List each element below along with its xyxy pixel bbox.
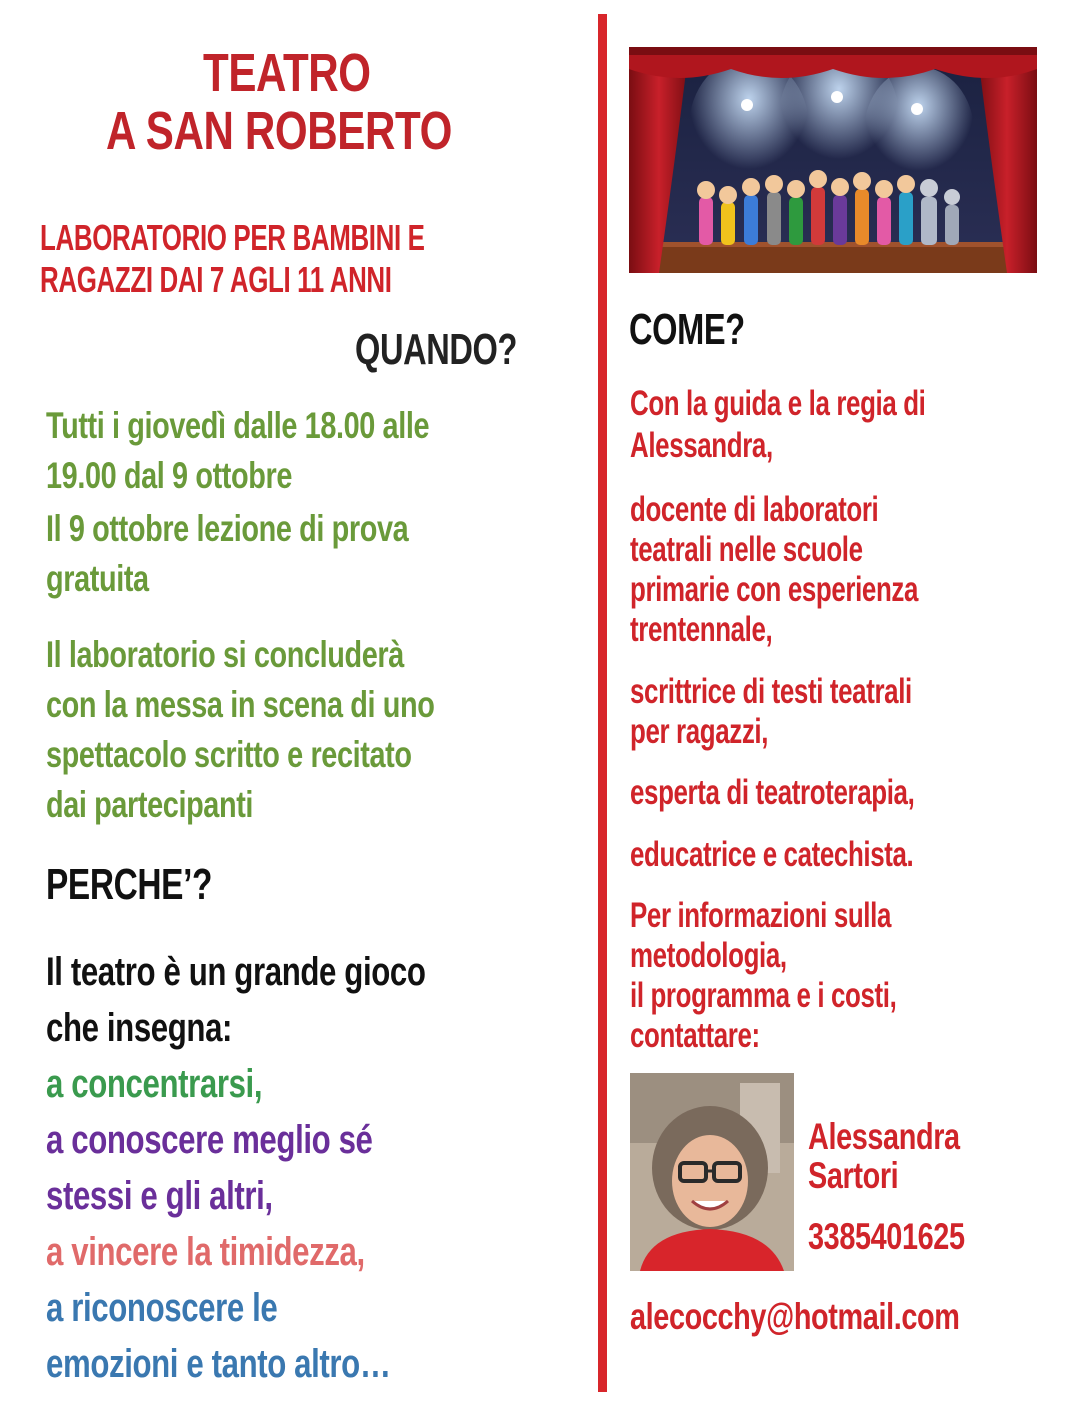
come-line: Per informazioni sulla bbox=[630, 896, 892, 935]
come-line: contattare: bbox=[630, 1016, 760, 1055]
come-line: Alessandra, bbox=[630, 426, 773, 465]
contact-email[interactable]: alecocchy@hotmail.com bbox=[630, 1296, 960, 1337]
perche-item: stessi e gli altri, bbox=[46, 1174, 273, 1218]
quando-line: Tutti i giovedì dalle 18.00 alle bbox=[46, 405, 430, 446]
quando-line: Il 9 ottobre lezione di prova bbox=[46, 508, 409, 549]
title-line-2: A SAN ROBERTO bbox=[106, 101, 452, 161]
come-line: il programma e i costi, bbox=[630, 976, 897, 1015]
perche-heading: PERCHE’? bbox=[46, 860, 213, 909]
quando-heading: QUANDO? bbox=[355, 325, 518, 374]
perche-item: a riconoscere le bbox=[46, 1286, 278, 1330]
come-line: esperta di teatroterapia, bbox=[630, 773, 915, 812]
theater-stage-illustration bbox=[629, 47, 1037, 273]
perche-item: a concentrarsi, bbox=[46, 1062, 263, 1106]
quando-line: 19.00 dal 9 ottobre bbox=[46, 455, 293, 496]
perche-item: a vincere la timidezza, bbox=[46, 1230, 365, 1274]
contact-last-name: Sartori bbox=[808, 1155, 899, 1196]
quando-line: gratuita bbox=[46, 558, 149, 599]
contact-phone[interactable]: 3385401625 bbox=[808, 1216, 965, 1257]
alessandra-portrait-photo bbox=[630, 1073, 794, 1271]
come-heading: COME? bbox=[629, 305, 745, 354]
come-line: scrittrice di testi teatrali bbox=[630, 672, 912, 711]
subtitle-line-1: LABORATORIO PER BAMBINI E bbox=[40, 217, 425, 258]
title-line-1: TEATRO bbox=[203, 43, 371, 103]
come-line: docente di laboratori bbox=[630, 490, 879, 529]
come-line: metodologia, bbox=[630, 936, 787, 975]
come-line: teatrali nelle scuole bbox=[630, 530, 863, 569]
column-divider bbox=[598, 14, 607, 1392]
quando-line: Il laboratorio si concluderà bbox=[46, 634, 404, 675]
perche-intro-line: che insegna: bbox=[46, 1006, 233, 1050]
quando-line: con la messa in scena di uno bbox=[46, 684, 435, 725]
come-line: per ragazzi, bbox=[630, 712, 769, 751]
quando-line: dai partecipanti bbox=[46, 784, 254, 825]
come-line: Con la guida e la regia di bbox=[630, 384, 926, 423]
come-line: educatrice e catechista. bbox=[630, 835, 914, 874]
perche-intro-line: Il teatro è un grande gioco bbox=[46, 950, 426, 994]
perche-item: a conoscere meglio sé bbox=[46, 1118, 373, 1162]
come-line: trentennale, bbox=[630, 610, 773, 649]
contact-first-name: Alessandra bbox=[808, 1116, 960, 1157]
perche-item: emozioni e tanto altro… bbox=[46, 1342, 391, 1386]
subtitle-line-2: RAGAZZI DAI 7 AGLI 11 ANNI bbox=[40, 259, 392, 300]
quando-line: spettacolo scritto e recitato bbox=[46, 734, 412, 775]
come-line: primarie con esperienza bbox=[630, 570, 919, 609]
